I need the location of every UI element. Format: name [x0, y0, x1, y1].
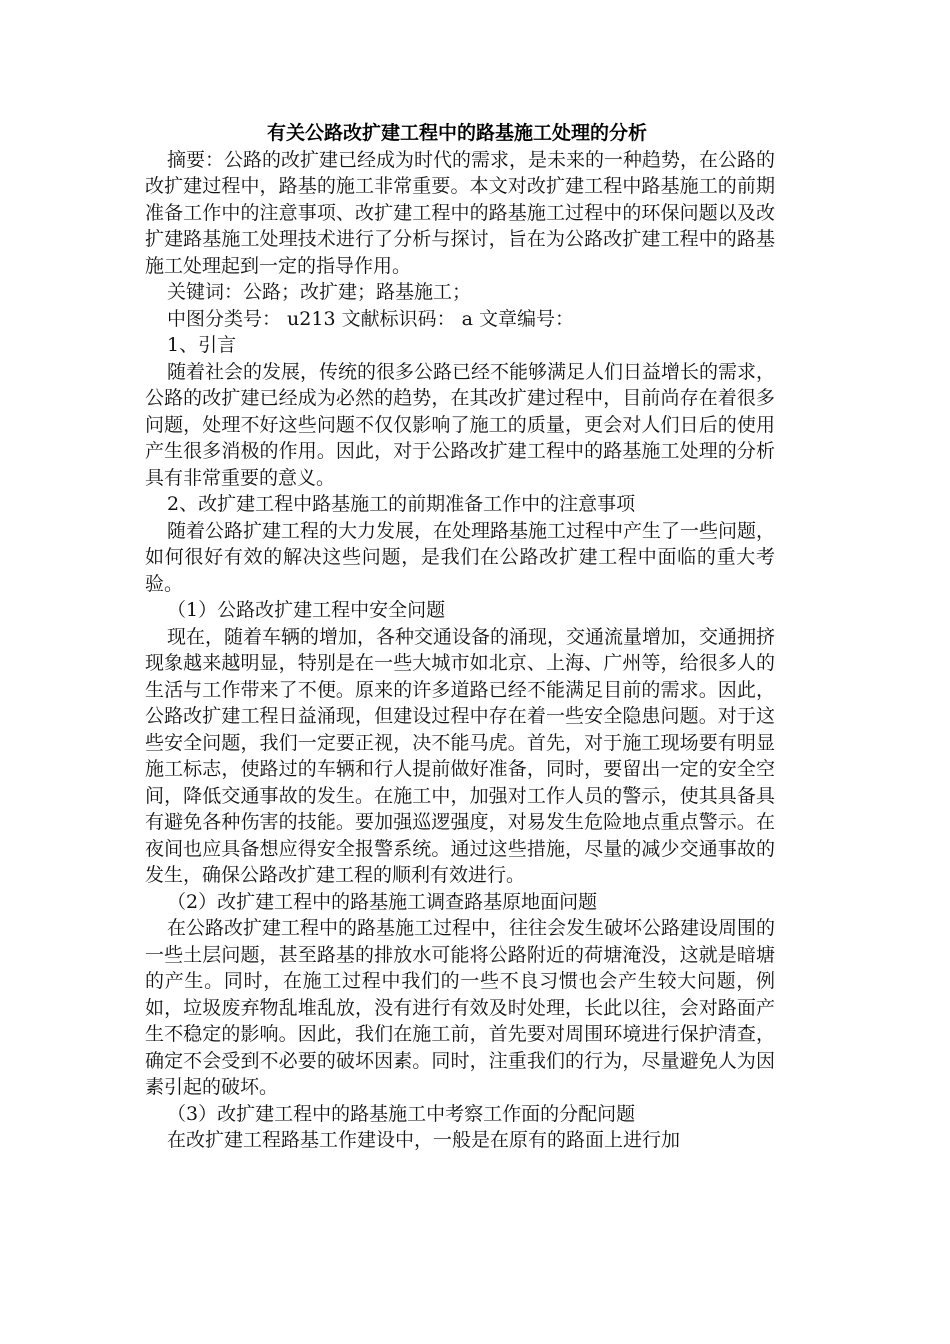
subsection-3-paragraph: 在改扩建工程路基工作建设中，一般是在原有的路面上进行加: [167, 1129, 681, 1151]
section-1-heading: 1、引言: [167, 334, 237, 356]
subsection-2-paragraph: 在公路改扩建工程中的路基施工过程中，往往会发生破坏公路建设周围的一些土层问题，甚至路基的排放水可能将公路附近的荷塘淹没，这就是暗塘的产生。同时，在施工过程中我们的一些不良习惯也会产生较大问题，例如，垃圾废弃物乱堆乱放，没有进行有效及时处理，长此以往，会对路面产生不稳定的影响。因此，我们在施工前，首先要对周围环境进行保护清查，确定不会受到不必要的破坏因素。同时，注重我们的行为，尽量避免人为因素引起的破坏。: [145, 917, 776, 1098]
document-body: [145, 120, 775, 1154]
subsection-1-heading: （1）公路改扩建工程中安全问题: [167, 599, 446, 621]
section-2-heading: 2、改扩建工程中路基施工的前期准备工作中的注意事项: [167, 493, 636, 515]
subsection-3-heading: （3）改扩建工程中的路基施工中考察工作面的分配问题: [167, 1102, 636, 1125]
document-title: 有关公路改扩建工程中的路基施工处理的分析: [267, 122, 648, 144]
subsection-2-heading: （2）改扩建工程中的路基施工调查路基原地面问题: [167, 890, 598, 913]
section-2-paragraph: 随着公路扩建工程的大力发展，在处理路基施工过程中产生了一些问题，如何很好有效的解决这些问题，是我们在公路改扩建工程中面临的重大考验。: [145, 519, 776, 595]
classification-line: 中图分类号： u213 文献标识码： a 文章编号：: [167, 307, 574, 330]
abstract-paragraph: 摘要：公路的改扩建已经成为时代的需求，是未来的一种趋势，在公路的改扩建过程中，路基的施工非常重要。本文对改扩建工程中路基施工的前期准备工作中的注意事项、改扩建工程中的路基施工过程中的环保问题以及改扩建路基施工处理技术进行了分析与探讨，旨在为公路改扩建工程中的路基施工处理起到一定的指导作用。: [145, 148, 776, 277]
subsection-1-paragraph: 现在，随着车辆的增加，各种交通设备的涌现，交通流量增加，交通拥挤现象越来越明显，特别是在一些大城市如北京、上海、广州等，给很多人的生活与工作带来了不便。原来的许多道路已经不能满足目前的需求。因此，公路改扩建工程日益涌现，但建设过程中存在着一些安全隐患问题。对于这些安全问题，我们一定要正视，决不能马虎。首先，对于施工现场要有明显施工标志，使路过的车辆和行人提前做好准备，同时，要留出一定的安全空间，降低交通事故的发生。在施工中，加强对工作人员的警示，使其具备具有避免各种伤害的技能。要加强巡逻强度，对易发生危险地点重点警示。在夜间也应具备想应得安全报警系统。通过这些措施，尽量的减少交通事故的发生，确保公路改扩建工程的顺利有效进行。: [145, 625, 776, 886]
keywords-line: 关键词：公路；改扩建；路基施工；: [167, 281, 472, 303]
section-1-paragraph: 随着社会的发展，传统的很多公路已经不能够满足人们日益增长的需求，公路的改扩建已经成为必然的趋势，在其改扩建过程中，目前尚存在着很多问题，处理不好这些问题不仅仅影响了施工的质量，更会对人们日后的使用产生很多消极的作用。因此，对于公路改扩建工程中的路基施工处理的分析具有非常重要的意义。: [145, 360, 776, 489]
